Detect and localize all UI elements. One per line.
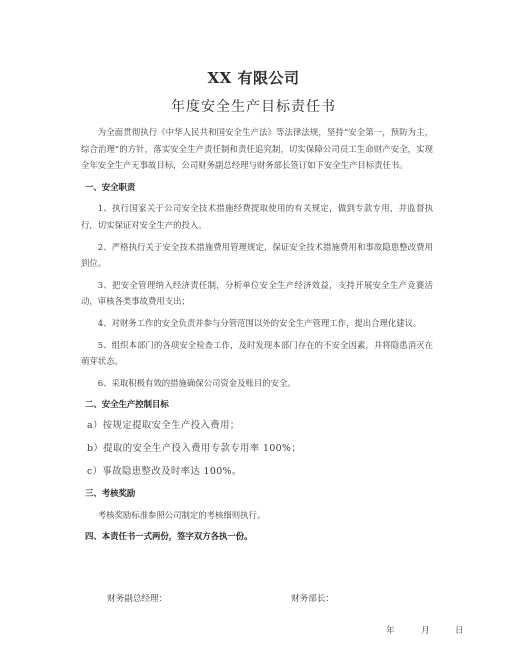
target-item: c）事故隐患整改及时率达 100%。 <box>87 465 242 477</box>
duty-item: 4、对财务工作的安全负责并参与分管范围以外的安全生产管理工作，提出合理化建议。 <box>97 317 422 328</box>
assessment-text: 考核奖励标准参照公司制定的考核细则执行。 <box>97 509 266 520</box>
date-month: 月 <box>421 626 430 636</box>
duty-item: 1、执行国家关于公司安全技术措施经费提取使用的有关规定，做到专款专用，并监督执行，切实保证对安全生产的投入。 <box>81 203 433 230</box>
duty-item: 6、采取积极有效的措施确保公司资金及账目的安全。 <box>97 377 296 388</box>
section-heading-duties: 一、安全职责 <box>85 181 136 192</box>
target-item: a）按规定提取安全生产投入费用； <box>87 419 240 431</box>
date-year: 年 <box>386 626 395 636</box>
signature-finance-head: 财务部长： <box>291 594 334 604</box>
signature-deputy-gm: 财务副总经理： <box>107 594 168 604</box>
target-item: b）提取的安全生产投入费用专款专用率 100%； <box>87 442 302 454</box>
duty-item: 3、把安全管理纳入经济责任制，分析单位安全生产经济效益，支持开展安全生产竞赛活动，审核各类事故费用支出； <box>81 279 433 307</box>
section-heading-targets: 二、安全生产控制目标 <box>85 399 169 410</box>
document-body <box>81 124 433 545</box>
section-heading-copies: 四、本责任书一式两份，签字双方各执一份。 <box>85 531 253 542</box>
section-heading-assessment: 三、考核奖励 <box>85 487 136 498</box>
document-title: 年度安全生产目标责任书 <box>171 99 336 115</box>
date-day: 日 <box>455 626 464 636</box>
duty-item: 2、严格执行关于安全技术措施费用管理规定，保证安全技术措施费用和事故隐患整改费用到位。 <box>81 241 433 269</box>
duty-item: 5、组织本部门的各项安全检查工作，及时发现本部门存在的不安全因素，并将隐患消灭在萌芽状态。 <box>81 339 433 367</box>
company-name: XX 有限公司 <box>207 69 300 87</box>
intro-paragraph: 为全面贯彻执行《中华人民共和国安全生产法》等法律法规，坚持“安全第一，预防为主，综合治理”的方针，落实安全生产责任制和责任追究制，切实保障公司员工生命财产安全，实现全年安全生产无事故目标，公司财务副总经理与财务部长签订如下安全生产目标责任书。 <box>81 127 433 171</box>
